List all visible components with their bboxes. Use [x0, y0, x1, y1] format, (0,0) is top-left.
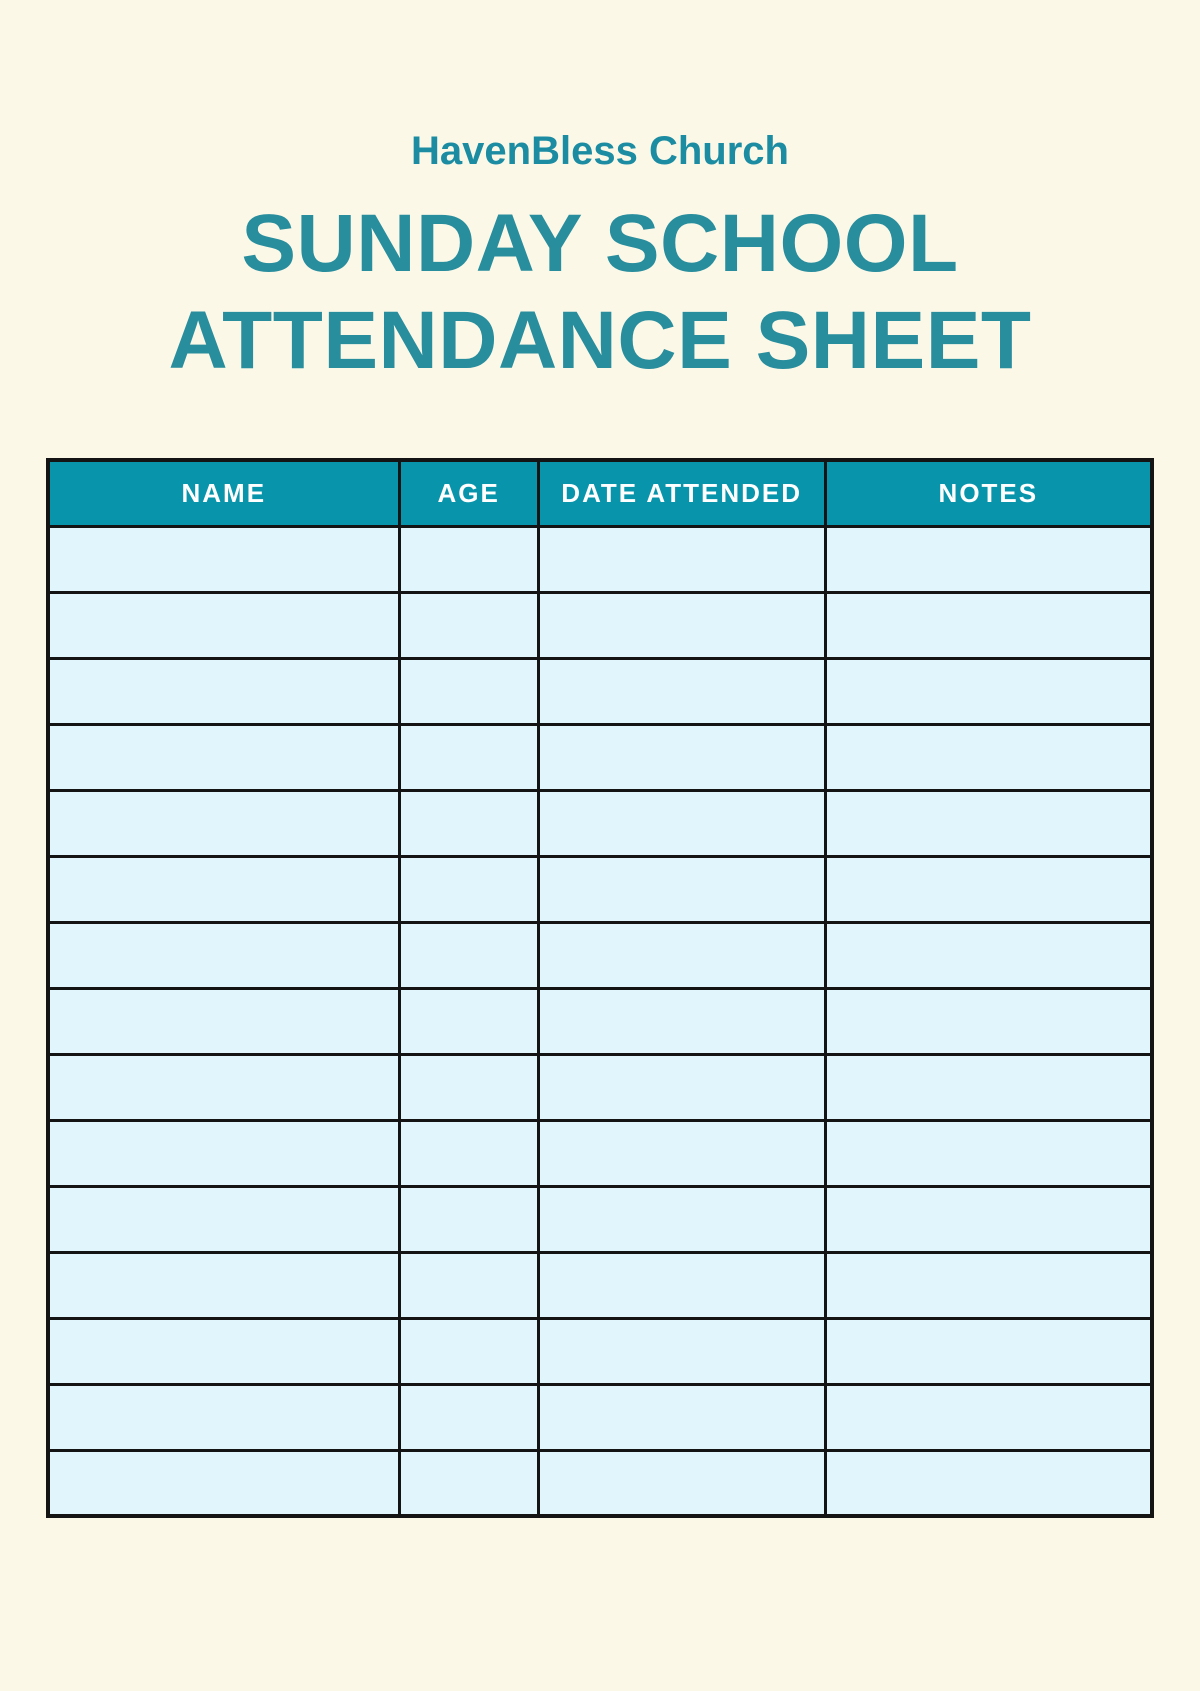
table-row: [48, 1318, 1152, 1384]
table-row: [48, 1120, 1152, 1186]
table-cell: [399, 1186, 538, 1252]
table-cell: [48, 1054, 399, 1120]
table-row: [48, 1252, 1152, 1318]
church-name: HavenBless Church: [411, 129, 789, 173]
table-cell: [825, 526, 1152, 592]
table-cell: [538, 1318, 825, 1384]
table-row: [48, 790, 1152, 856]
table-row: [48, 922, 1152, 988]
table-cell: [538, 724, 825, 790]
table-cell: [538, 1450, 825, 1516]
table-cell: [399, 658, 538, 724]
table-cell: [538, 592, 825, 658]
column-header-age: AGE: [399, 460, 538, 526]
table-row: [48, 1450, 1152, 1516]
table-cell: [399, 1120, 538, 1186]
table-cell: [399, 1252, 538, 1318]
table-cell: [48, 724, 399, 790]
table-cell: [48, 526, 399, 592]
table-header-row: [48, 460, 1152, 526]
table-cell: [399, 922, 538, 988]
table-cell: [825, 1186, 1152, 1252]
table-cell: [399, 856, 538, 922]
table-cell: [825, 922, 1152, 988]
table-row: [48, 1054, 1152, 1120]
table-cell: [538, 988, 825, 1054]
column-header-date-attended: DATE ATTENDED: [538, 460, 825, 526]
table-cell: [48, 1450, 399, 1516]
table-body: [48, 526, 1152, 1516]
table-row: [48, 658, 1152, 724]
table-row: [48, 856, 1152, 922]
table-cell: [825, 1252, 1152, 1318]
table-cell: [538, 526, 825, 592]
table-cell: [825, 724, 1152, 790]
table-cell: [825, 790, 1152, 856]
title-line-1: SUNDAY SCHOOL: [241, 198, 959, 289]
table-cell: [538, 1252, 825, 1318]
table-row: [48, 1384, 1152, 1450]
table-row: [48, 988, 1152, 1054]
table-cell: [48, 790, 399, 856]
table-cell: [538, 856, 825, 922]
table-cell: [48, 1186, 399, 1252]
table-cell: [48, 1120, 399, 1186]
table-cell: [399, 1318, 538, 1384]
table-cell: [538, 790, 825, 856]
table-cell: [825, 592, 1152, 658]
table-row: [48, 526, 1152, 592]
table-cell: [825, 1318, 1152, 1384]
table-cell: [399, 988, 538, 1054]
table-cell: [825, 658, 1152, 724]
column-header-notes: NOTES: [825, 460, 1152, 526]
table-cell: [48, 1252, 399, 1318]
attendance-table: [46, 458, 1154, 1518]
title-line-2: ATTENDANCE SHEET: [168, 295, 1032, 386]
table-cell: [48, 658, 399, 724]
attendance-table-container: [46, 458, 1154, 1518]
table-cell: [399, 526, 538, 592]
column-header-name: NAME: [48, 460, 399, 526]
document-page: [0, 0, 1200, 508]
table-cell: [48, 1318, 399, 1384]
table-cell: [399, 1384, 538, 1450]
table-cell: [48, 1384, 399, 1450]
table-cell: [538, 1186, 825, 1252]
table-cell: [399, 1450, 538, 1516]
table-cell: [538, 1054, 825, 1120]
table-cell: [825, 1384, 1152, 1450]
table-cell: [825, 856, 1152, 922]
table-cell: [538, 922, 825, 988]
table-cell: [399, 724, 538, 790]
table-cell: [538, 1384, 825, 1450]
table-cell: [48, 988, 399, 1054]
table-cell: [399, 592, 538, 658]
table-cell: [48, 592, 399, 658]
table-cell: [48, 856, 399, 922]
table-cell: [825, 1450, 1152, 1516]
table-cell: [48, 922, 399, 988]
table-cell: [825, 1054, 1152, 1120]
table-cell: [399, 1054, 538, 1120]
table-cell: [538, 658, 825, 724]
table-cell: [825, 1120, 1152, 1186]
table-row: [48, 724, 1152, 790]
table-row: [48, 592, 1152, 658]
table-row: [48, 1186, 1152, 1252]
table-cell: [538, 1120, 825, 1186]
table-cell: [825, 988, 1152, 1054]
page-title: [0, 195, 1200, 389]
table-cell: [399, 790, 538, 856]
